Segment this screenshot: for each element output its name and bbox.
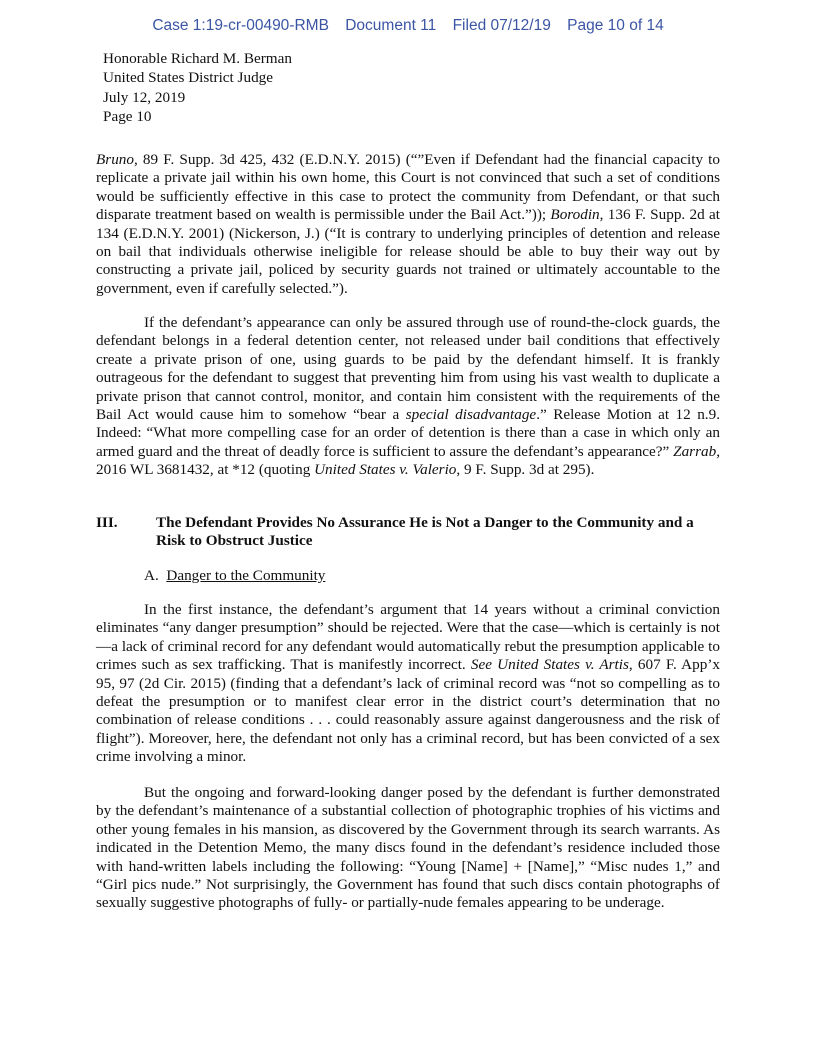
- paragraph-text: , 2016 WL 3681432, at *12 (quoting: [96, 442, 720, 479]
- section-number: III.: [96, 514, 118, 531]
- paragraph-bail-precedents: [96, 151, 720, 298]
- paragraph-text: In the first instance, the defendant’s argument that 14 years without a criminal conviction eliminates “any danger presumption” should be rejected. Were that the case—which is certainly is not—a lack of criminal record for any defendant would automatically rebut the presumption applicable to crimes such as sex trafficking. That is manifestly incorrect.: [96, 601, 720, 674]
- subsection-label: A.: [144, 567, 159, 584]
- paragraph-text: But the ongoing and forward-looking danger posed by the defendant is further demonstrated by the defendant’s maintenance of a substantial collection of photographic trophies of his victims and other young females in his mansion, as discovered by the Government through its search warrants. As indicated in the Detention Memo, the many discs found in the defendant’s residence included those with hand-written labels including the following: “Young [Name] + [Name],” “Misc nudes 1,” and “Girl pics nude.” Not surprisingly, the Government has found that such discs contain photographs of sexually suggestive photographs of fully- or partially-nude females appearing to be underage.: [96, 784, 720, 912]
- case-citation: Bruno: [96, 151, 134, 168]
- paragraph-text: , 607 F. App’x 95, 97 (2d Cir. 2015) (finding that a defendant’s lack of criminal record was “not so compelling as to defeat the presumption or to manifest clear error in the district court’s determination that no combination of release conditions . . . could reasonably assure against dangerousness and the risk of flight”). Moreover, here, the defendant not only has a criminal record, but has been convicted of a sex crime involving a minor.: [96, 656, 720, 766]
- section-heading: [96, 514, 720, 551]
- case-citation: Borodin: [550, 206, 600, 224]
- case-header: [0, 17, 816, 35]
- page-indicator: Page 10 of 14: [567, 17, 664, 34]
- addressee-title: United States District Judge: [103, 69, 273, 87]
- case-citation: United States v. Valerio: [314, 461, 457, 479]
- paragraph-text: .” Release Motion at 12 n.9. Indeed: “What more compelling case for an order of detention is there than a case in which only an armed guard and the threat of deadly force is sufficient to assure the defendant’s appearance?”: [96, 406, 720, 460]
- case-number: Case 1:19-cr-00490-RMB: [152, 17, 329, 34]
- letter-page-number: Page 10: [103, 107, 152, 125]
- case-citation: See United States v. Artis: [470, 656, 629, 674]
- addressee-name: Honorable Richard M. Berman: [103, 50, 292, 67]
- paragraph-text: , 89 F. Supp. 3d 425, 432 (E.D.N.Y. 2015) (“”Even if Defendant had the financial capacity to replicate a private jail within his own home, this Court is not convinced that such a set of conditions would be sufficiently effective in this case to protect the community from Defendant, or that such disparate treatment based on wealth is permissible under the Bail Act.”));: [96, 151, 720, 224]
- paragraph-private-prison: [96, 314, 720, 480]
- paragraph-text: , 136 F. Supp. 2d at 134 (E.D.N.Y. 2001) (Nickerson, J.) (“It is contrary to underlying principles of detention and release on bail that individuals otherwise ineligible for release should be able to buy their way out by constructing a private jail, policed by security guards not trained or ultimately accountable to the government, even if carefully selected.”).: [96, 206, 720, 297]
- subsection-title: Danger to the Community: [166, 567, 326, 584]
- section-title: The Defendant Provides No Assurance He is Not a Danger to the Community and a Risk to Obstruct Justice: [156, 514, 694, 550]
- letter-date: July 12, 2019: [103, 88, 186, 106]
- case-citation: Zarrab: [673, 442, 717, 460]
- filed-date: Filed 07/12/19: [452, 17, 551, 34]
- paragraph-text: , 9 F. Supp. 3d at 295).: [456, 461, 595, 479]
- paragraph-ongoing-danger: [96, 784, 720, 913]
- document-number: Document 11: [345, 17, 437, 34]
- subsection-heading: [144, 567, 325, 585]
- emphasis-text: special disadvantage: [405, 406, 537, 424]
- letterhead: [103, 49, 292, 126]
- paragraph-text: If the defendant’s appearance can only be assured through use of round-the-clock guards, the defendant belongs in a federal detention center, not released under bail conditions that effectively create a private prison of one, using guards to be paid by the defendant himself. It is frankly outrageous for the defendant to suggest that preventing him from using his vast wealth to duplicate a private prison that cannot control, monitor, and contain him consistent with the requirements of the Bail Act would cause him to somehow “bear a: [96, 314, 720, 424]
- paragraph-danger-presumption: [96, 601, 720, 767]
